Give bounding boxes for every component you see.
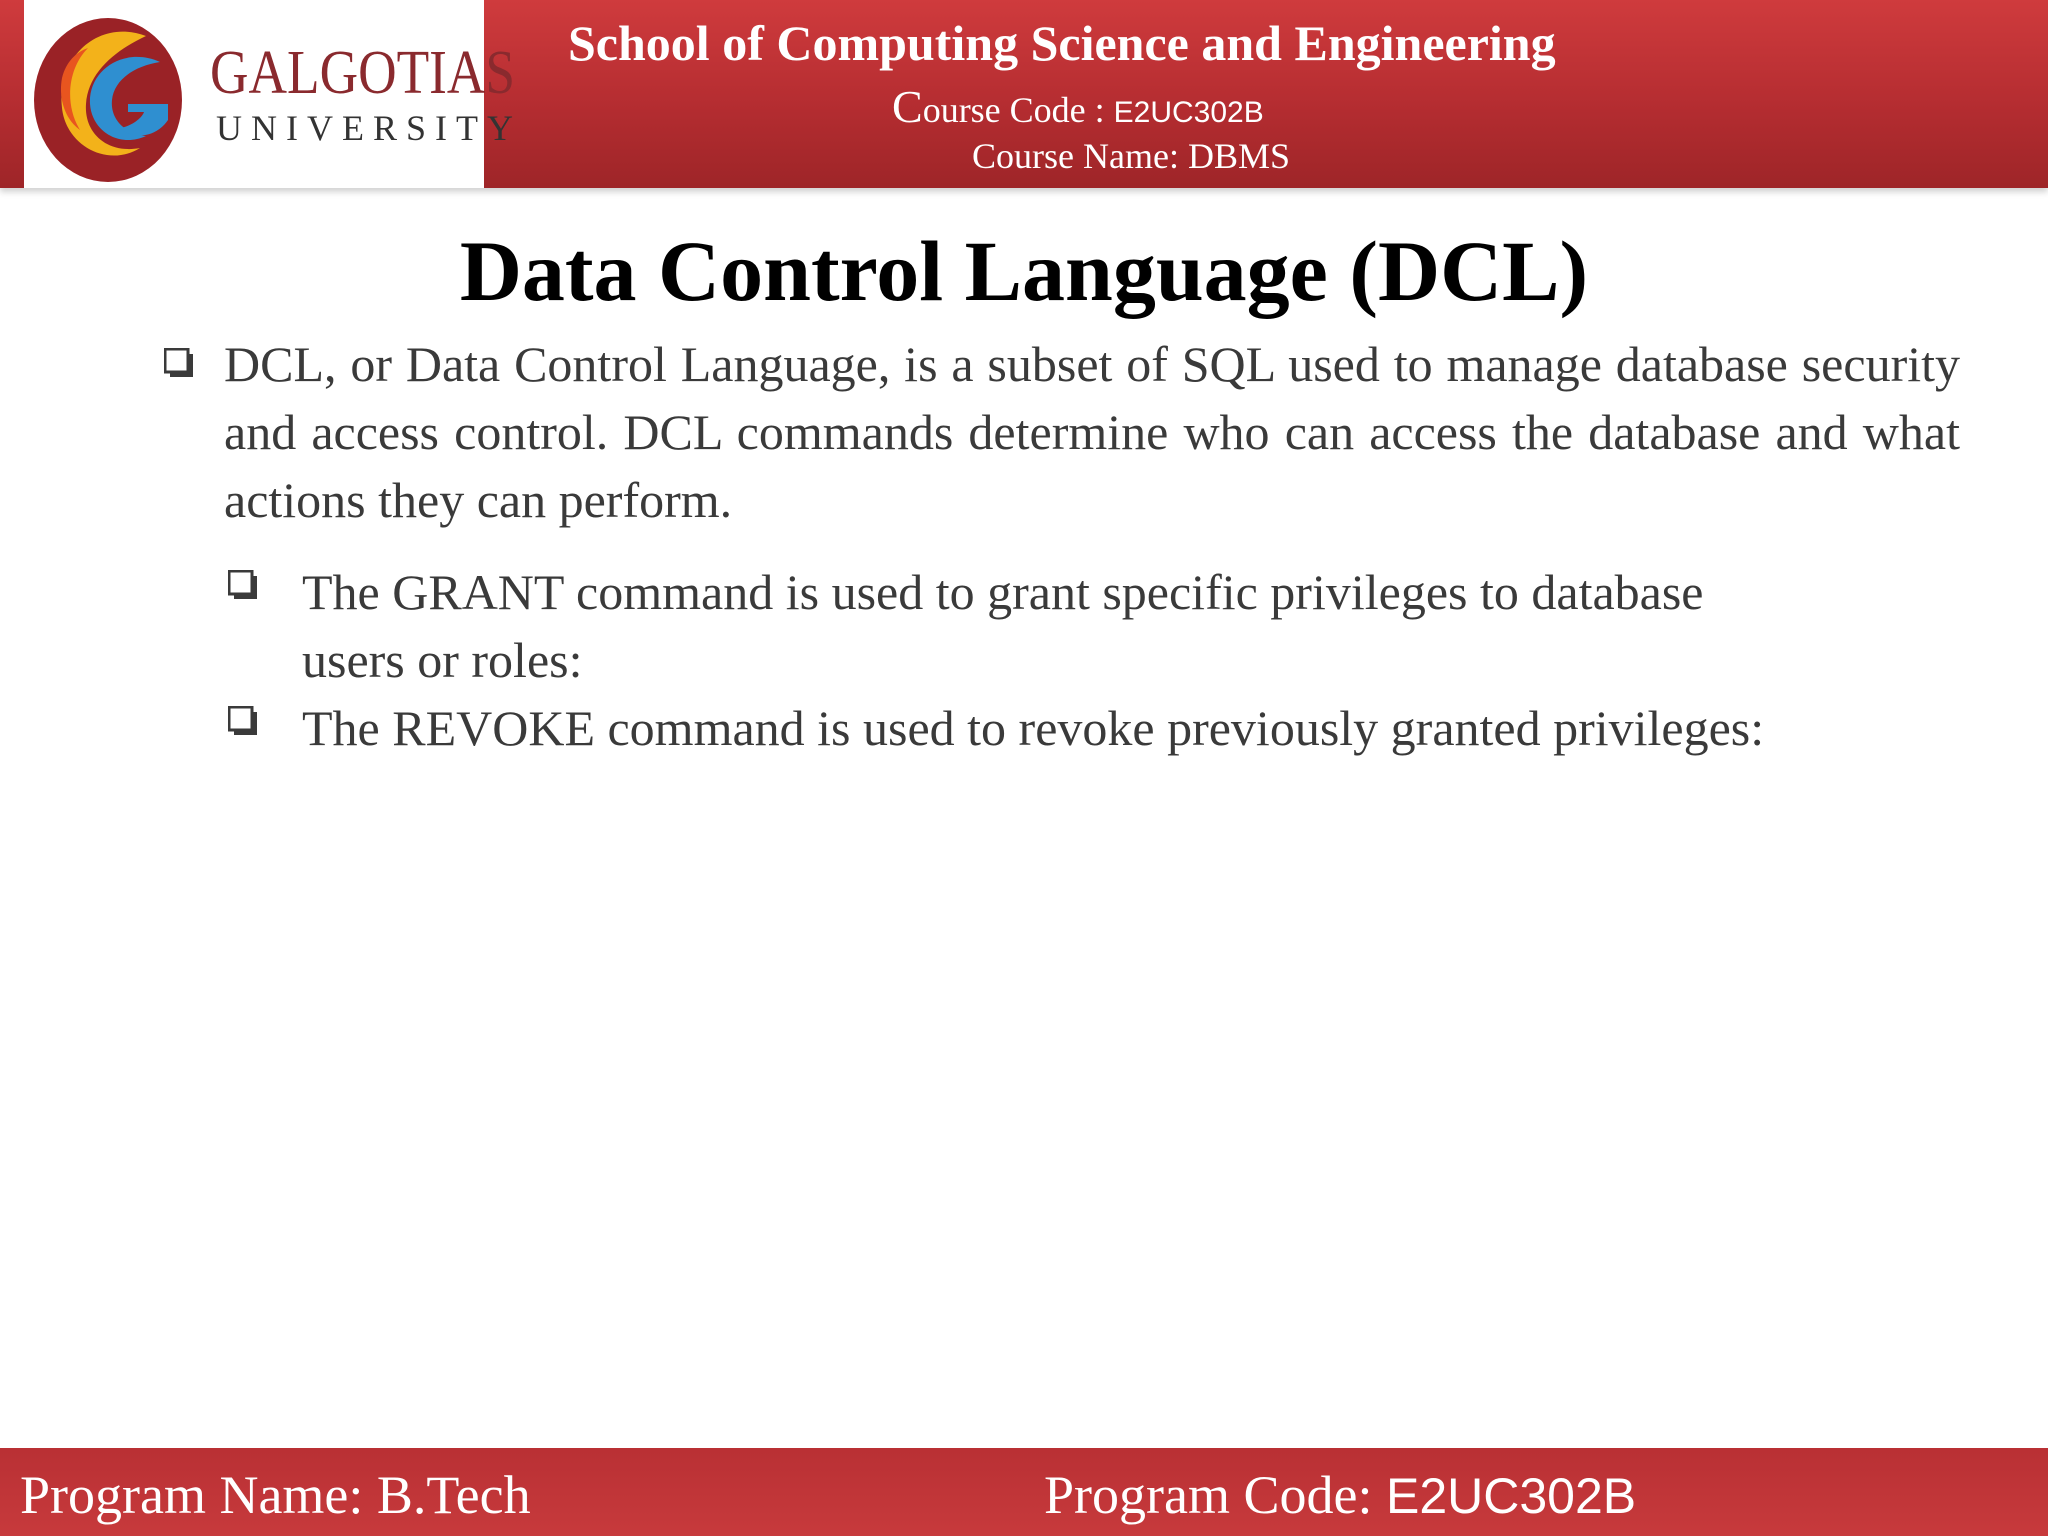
program-code-label: Program Code: [1044,1465,1386,1525]
bullet-item [224,330,1960,534]
program-code [1044,1465,1637,1525]
checkbox-bullet-icon [228,570,258,600]
bullet-text: DCL, or Data Control Language, is a subset of SQL used to manage database security and access control. DCL commands determine who can access the database and what actions they can perform. [224,336,1960,528]
program-code-value: E2UC302B [1385,1468,1637,1524]
logo-subtitle: UNIVERSITY [216,108,522,148]
footer-bar [0,1448,2048,1536]
course-name: Course Name: DBMS [972,136,1290,176]
course-code-initial: C [892,81,923,132]
bullet-text: The GRANT command is used to grant specific privileges to database users or roles: [302,564,1704,688]
slide-title: Data Control Language (DCL) [459,223,1589,319]
bullet-item [302,694,1802,762]
logo-wordmark: GALGOTIAS [210,39,516,107]
checkbox-bullet-icon [164,348,194,378]
course-code-label: ourse Code : [922,90,1114,130]
checkbox-bullet-icon [228,706,258,736]
galgotias-logo-icon [28,8,188,184]
course-code-value: E2UC302B [1113,96,1264,129]
bullet-text: The REVOKE command is used to revoke previously granted privileges: [302,700,1765,756]
course-code [892,81,1264,132]
school-title: School of Computing Science and Engineering [568,15,1556,71]
university-logo [24,0,522,188]
header-bar [0,0,2048,188]
program-name: Program Name: B.Tech [20,1465,531,1525]
bullet-item [302,558,1802,694]
